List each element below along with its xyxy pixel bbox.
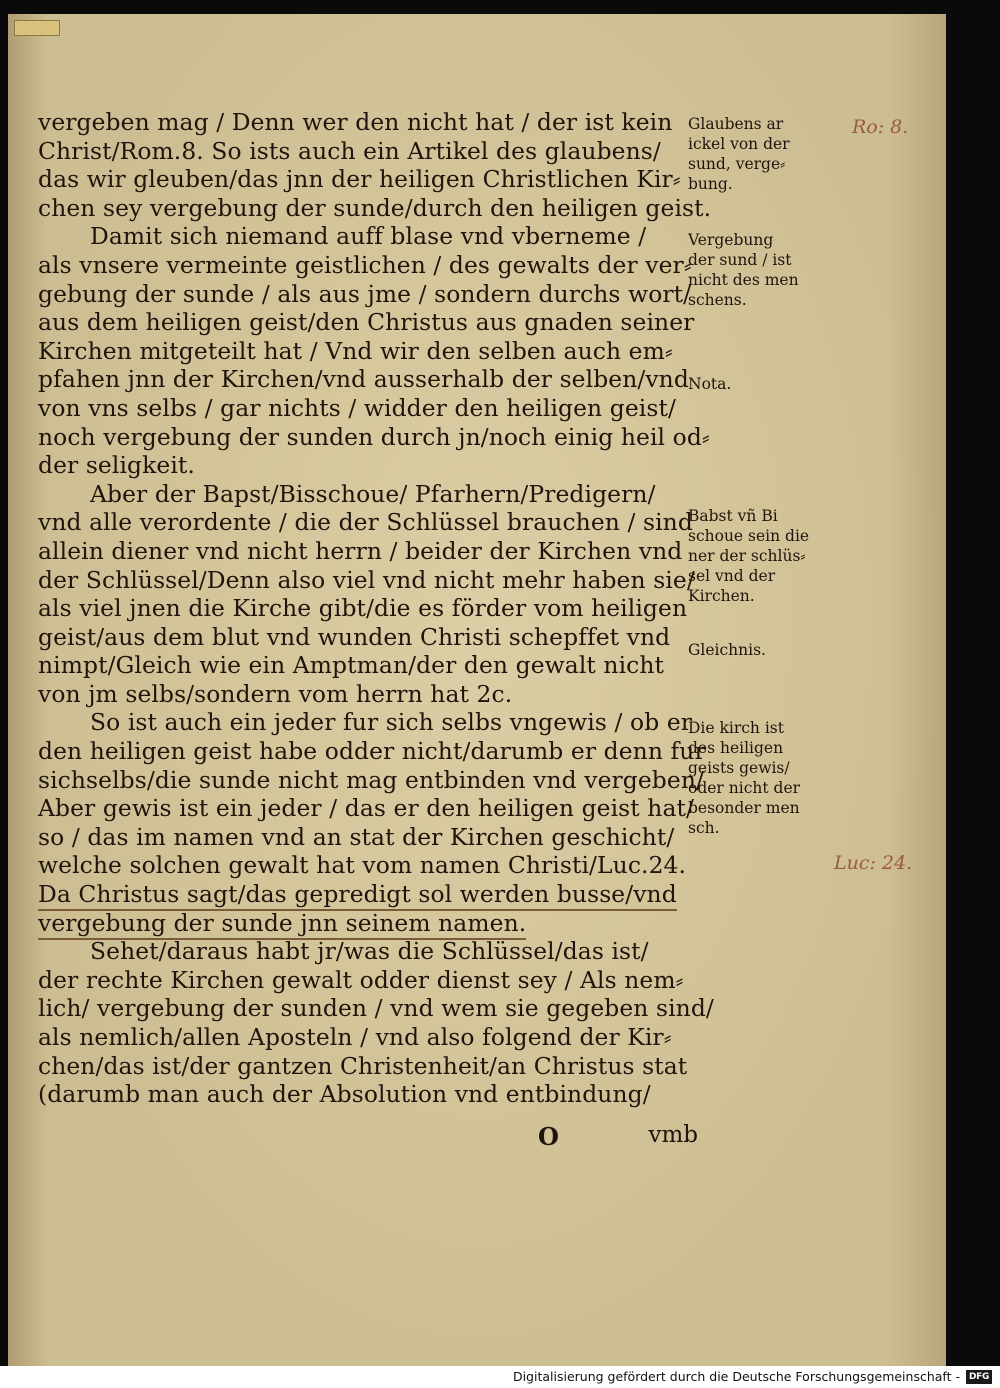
body-line: den heiligen geist habe odder nicht/darumb er denn fur (38, 737, 706, 766)
dfg-logo: DFG (966, 1370, 992, 1384)
body-line: als viel jnen die Kirche gibt/die es förder vom heiligen (38, 594, 688, 623)
body-line: der seligkeit. (38, 451, 195, 480)
body-line: Aber gewis ist ein jeder / das er den heiligen geist hat/ (38, 794, 694, 823)
body-line: Sehet/daraus habt jr/was die Schlüssel/das ist/ (90, 937, 649, 966)
body-line: gebung der sunde / als aus jme / sondern durchs wort/ (38, 279, 692, 308)
body-line: allein diener vnd nicht herrn / beider der Kirchen vnd (38, 536, 683, 565)
body-line: lich/ vergebung der sunden / vnd wem sie gegeben sind/ (38, 994, 714, 1023)
body-line: vergeben mag / Denn wer den nicht hat / der ist kein (38, 108, 673, 136)
color-calibration-tab (14, 20, 60, 36)
underlined-passage: vergebung der sunde jnn seinem namen. (38, 909, 526, 940)
body-line: Kirchen mitgeteilt hat / Vnd wir den selben auch em⸗ (38, 336, 673, 365)
body-line: von jm selbs/sondern vom herrn hat 2c. (38, 679, 513, 708)
underlined-passage: Da Christus sagt/das gepredigt sol werden busse/vnd (38, 880, 677, 911)
body-line: welche solchen gewalt hat vom namen Christi/Luc.24. (38, 851, 687, 880)
marginal-note: Die kirch ist des heiligen geists gewis/ oder nicht der besonder men sch. (688, 719, 801, 837)
catchword: vmb (648, 1122, 698, 1148)
marginal-note: Gleichnis. (688, 641, 766, 659)
body-line: Damit sich niemand auff blase vnd vberneme / (90, 222, 647, 251)
catchline (8, 1122, 698, 1156)
body-line: als nemlich/allen Aposteln / vnd also folgend der Kir⸗ (38, 1023, 672, 1051)
body-line: sichselbs/die sunde nicht mag entbinden vnd vergeben/ (38, 765, 704, 794)
body-line-underlined (38, 909, 698, 938)
book-page (8, 14, 946, 1366)
body-line: Christ/Rom.8. So ists auch ein Artikel des glaubens/ (38, 136, 661, 165)
body-line: geist/aus dem blut vnd wunden Christi schepffet vnd (38, 622, 671, 651)
body-line: chen sey vergebung der sunde/durch den heiligen geist. (38, 193, 712, 222)
body-line: als vnsere vermeinte geistlichen / des gewalts der ver⸗ (38, 250, 692, 279)
body-line: das wir gleuben/das jnn der heiligen Christlichen Kir⸗ (38, 165, 681, 194)
body-line: noch vergebung der sunden durch jn/noch einig heil od⸗ (38, 422, 710, 451)
marginal-note: Babst vñ Bi schoue sein die ner der schlüs⸗ sel vnd der Kirchen. (688, 507, 810, 605)
marginal-note: Vergebung der sund / ist nicht des men schens. (688, 231, 799, 309)
body-line: Aber der Bapst/Bisschoue/ Pfarhern/Predigern/ (90, 479, 656, 508)
handwritten-annotation: Luc: 24. (834, 852, 913, 874)
body-line: aus dem heiligen geist/den Christus aus gnaden seiner (38, 308, 695, 337)
body-line: So ist auch ein jeder fur sich selbs vngewis / ob er (90, 708, 693, 737)
body-line: pfahen jnn der Kirchen/vnd ausserhalb der selben/vnd (38, 365, 689, 394)
marginal-note: Glaubens ar ickel von der sund, verge⸗ bung. (688, 115, 790, 193)
footer-bar (0, 1366, 1000, 1388)
body-line: (darumb man auch der Absolution vnd entbindung/ (38, 1080, 651, 1109)
body-line: so / das im namen vnd an stat der Kirchen geschicht/ (38, 822, 675, 851)
body-line: nimpt/Gleich wie ein Amptman/der den gewalt nicht (38, 651, 665, 680)
body-line: vnd alle verordente / die der Schlüssel brauchen / sind (38, 508, 693, 537)
funding-notice: Digitalisierung gefördert durch die Deutsche Forschungsgemeinschaft - (512, 1369, 960, 1384)
body-line: der Schlüssel/Denn also viel vnd nicht mehr haben sie/ (38, 565, 695, 594)
body-line: von vns selbs / gar nichts / widder den heiligen geist/ (38, 393, 676, 422)
body-line: chen/das ist/der gantzen Christenheit/an Christus stat (38, 1051, 688, 1080)
body-line: der rechte Kirchen gewalt odder dienst sey / Als nem⸗ (38, 965, 684, 994)
marginal-note: Nota. (688, 375, 732, 393)
handwritten-annotation: Ro: 8. (852, 116, 909, 138)
body-line-underlined (38, 880, 698, 909)
signature-mark: O (538, 1122, 559, 1151)
